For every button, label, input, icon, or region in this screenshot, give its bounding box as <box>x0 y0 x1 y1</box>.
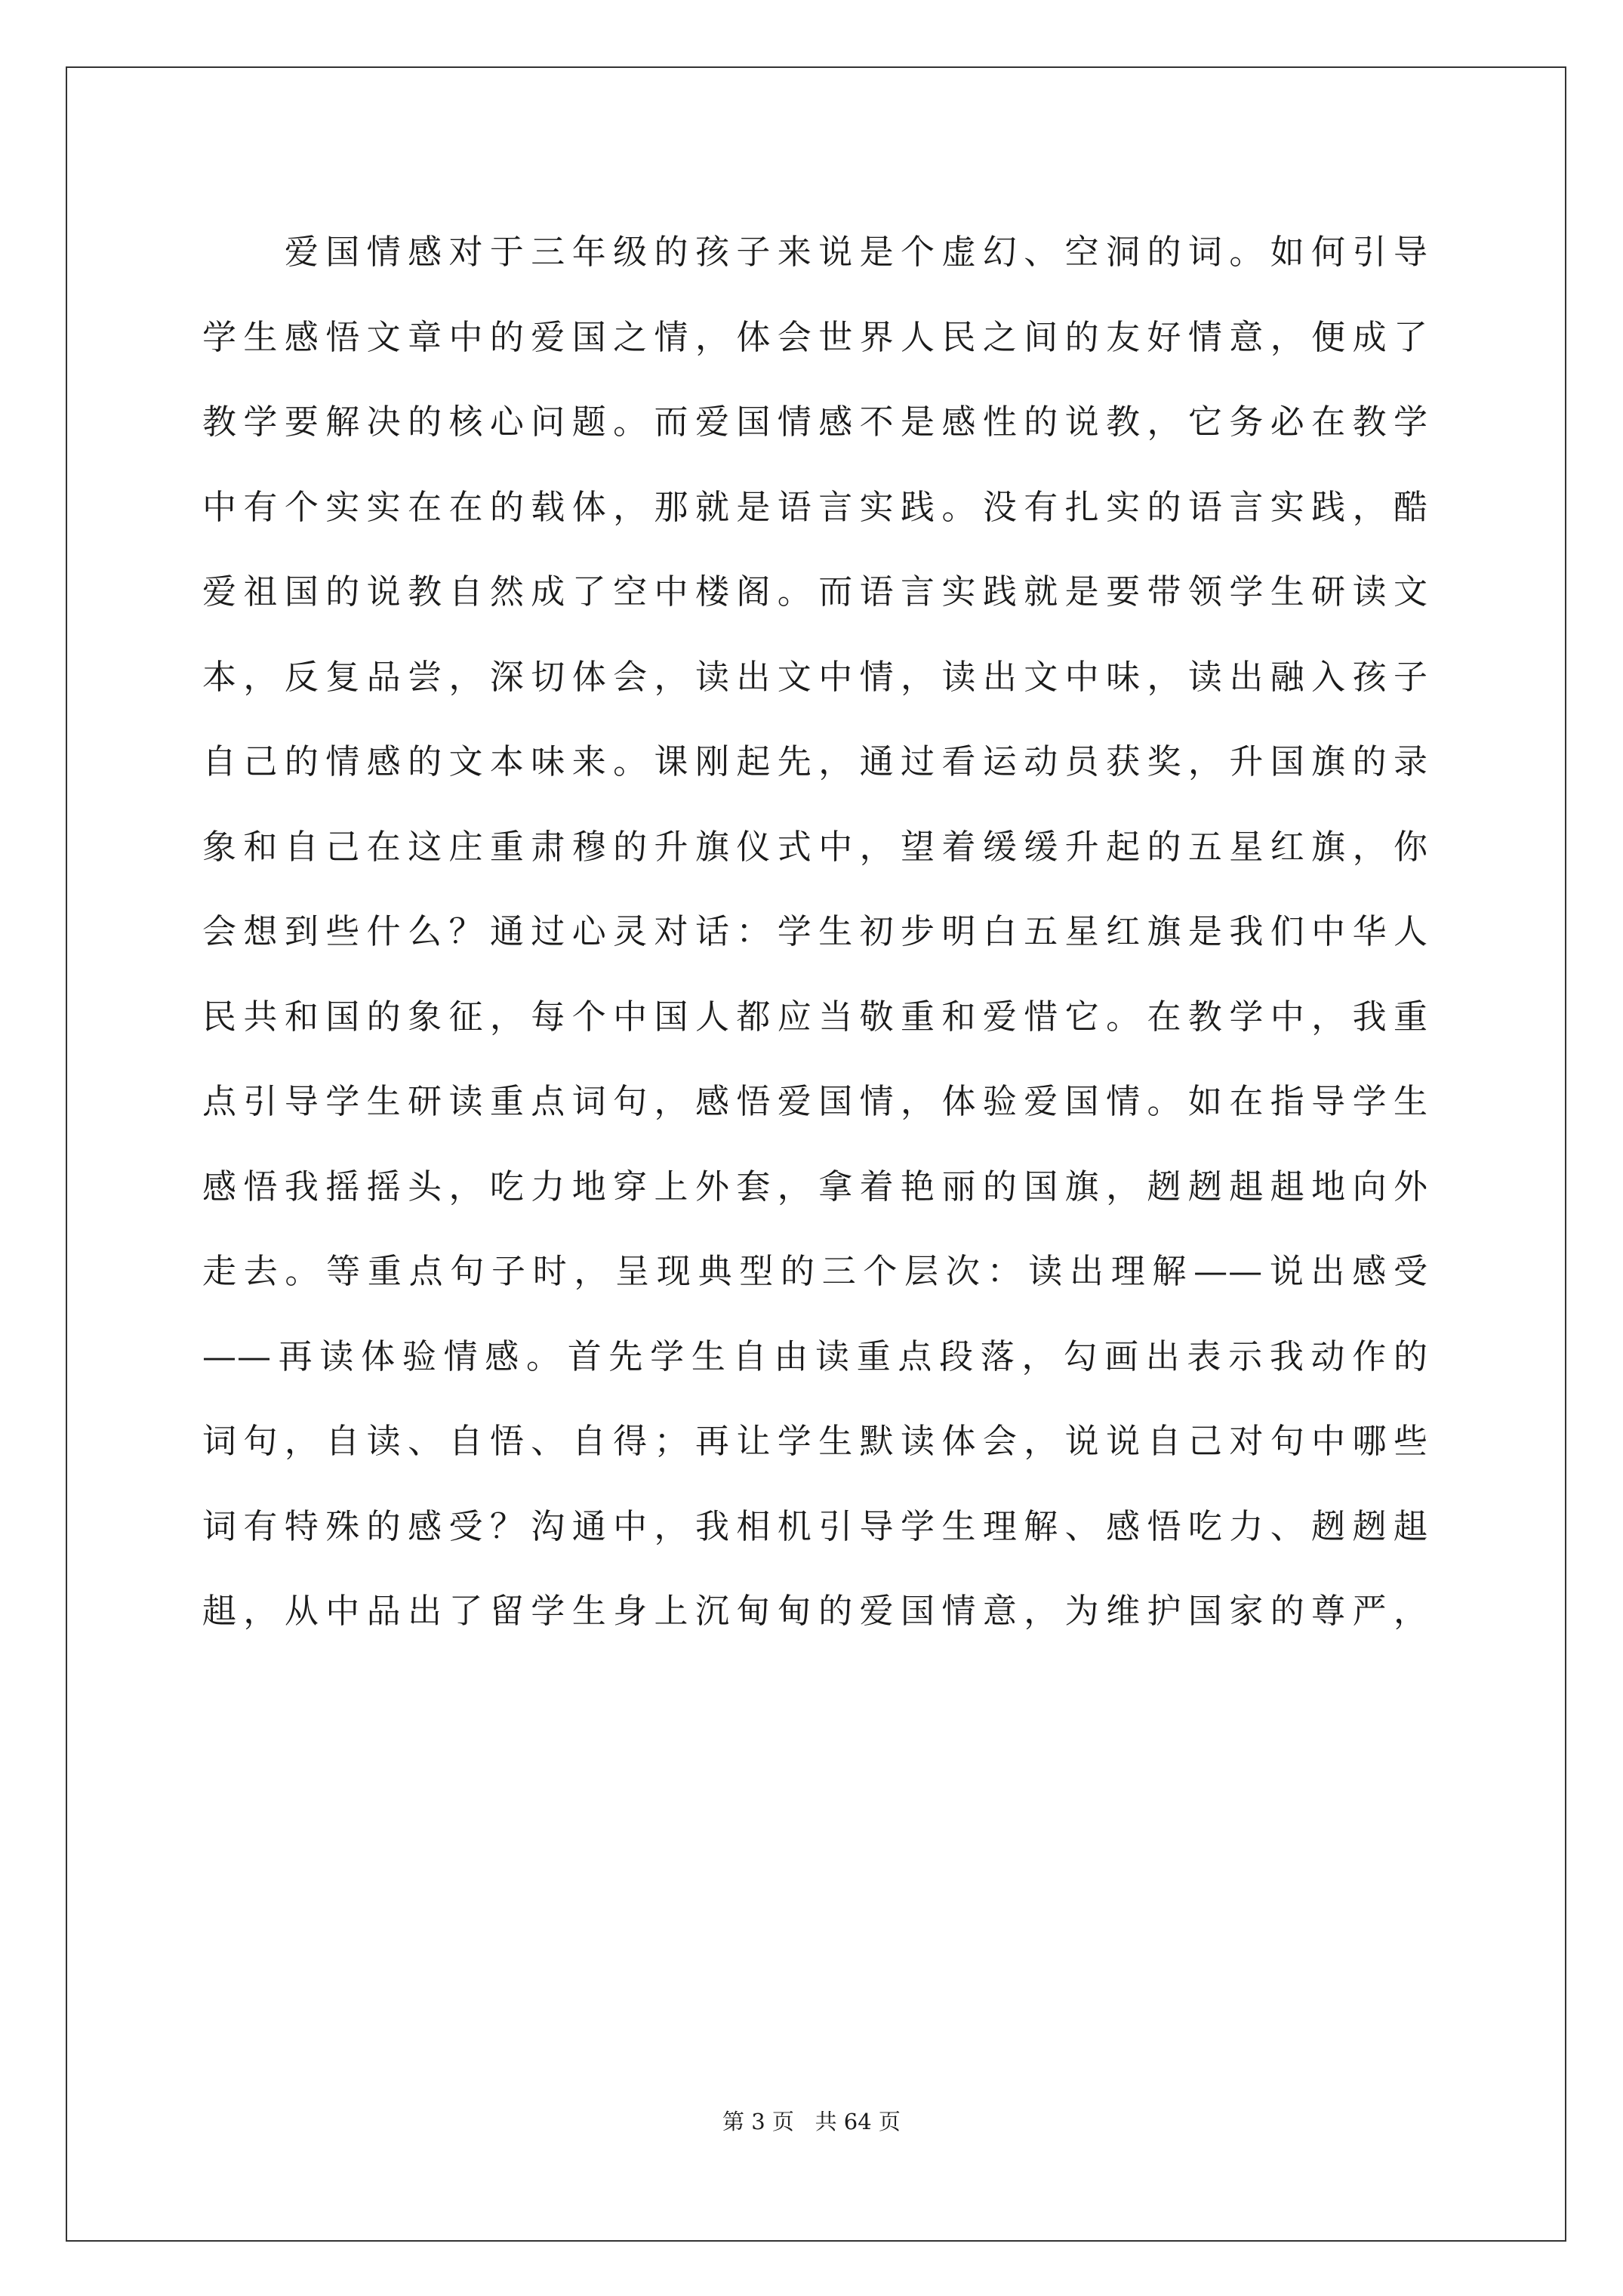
text-line: 教学要解决的核心问题。而爱国情感不是感性的说教，它务必在教学 <box>202 402 1428 442</box>
page-total: 共 64 页 <box>815 2109 901 2134</box>
text-line: 象和自己在这庄重肃穆的升旗仪式中，望着缓缓升起的五星红旗，你 <box>202 826 1428 867</box>
text-line: ——再读体验情感。首先学生自由读重点段落，勾画出表示我动作的 <box>202 1336 1428 1376</box>
text-line: 点引导学生研读重点词句，感悟爱国情，体验爱国情。如在指导学生 <box>202 1081 1428 1121</box>
text-line: 本，反复品尝，深切体会，读出文中情，读出文中味，读出融入孩子 <box>202 656 1428 697</box>
text-line: 会想到些什么？通过心灵对话：学生初步明白五星红旗是我们中华人 <box>202 911 1428 951</box>
text-line: 走去。等重点句子时，呈现典型的三个层次：读出理解——说出感受 <box>202 1251 1428 1291</box>
text-line: 词有特殊的感受？沟通中，我相机引导学生理解、感悟吃力、趔趔趄 <box>202 1505 1428 1546</box>
text-line: 民共和国的象征，每个中国人都应当敬重和爱惜它。在教学中，我重 <box>202 996 1428 1037</box>
text-line: 学生感悟文章中的爱国之情，体会世界人民之间的友好情意，便成了 <box>202 316 1428 357</box>
document-body <box>202 210 1428 1654</box>
text-line: 感悟我摇摇头，吃力地穿上外套，拿着艳丽的国旗，趔趔趄趄地向外 <box>202 1166 1428 1207</box>
text-line: 趄，从中品出了留学生身上沉甸甸的爱国情意，为维护国家的尊严， <box>202 1591 1428 1631</box>
text-line: 自己的情感的文本味来。课刚起先，通过看运动员获奖，升国旗的录 <box>202 741 1428 781</box>
page-number: 第 3 页 <box>722 2109 794 2134</box>
page-footer <box>0 2106 1623 2137</box>
text-line: 爱国情感对于三年级的孩子来说是个虚幻、空洞的词。如何引导 <box>202 232 1428 272</box>
text-line: 中有个实实在在的载体，那就是语言实践。没有扎实的语言实践，酷 <box>202 486 1428 527</box>
text-line: 词句，自读、自悟、自得；再让学生默读体会，说说自己对句中哪些 <box>202 1421 1428 1461</box>
text-line: 爱祖国的说教自然成了空中楼阁。而语言实践就是要带领学生研读文 <box>202 572 1428 612</box>
